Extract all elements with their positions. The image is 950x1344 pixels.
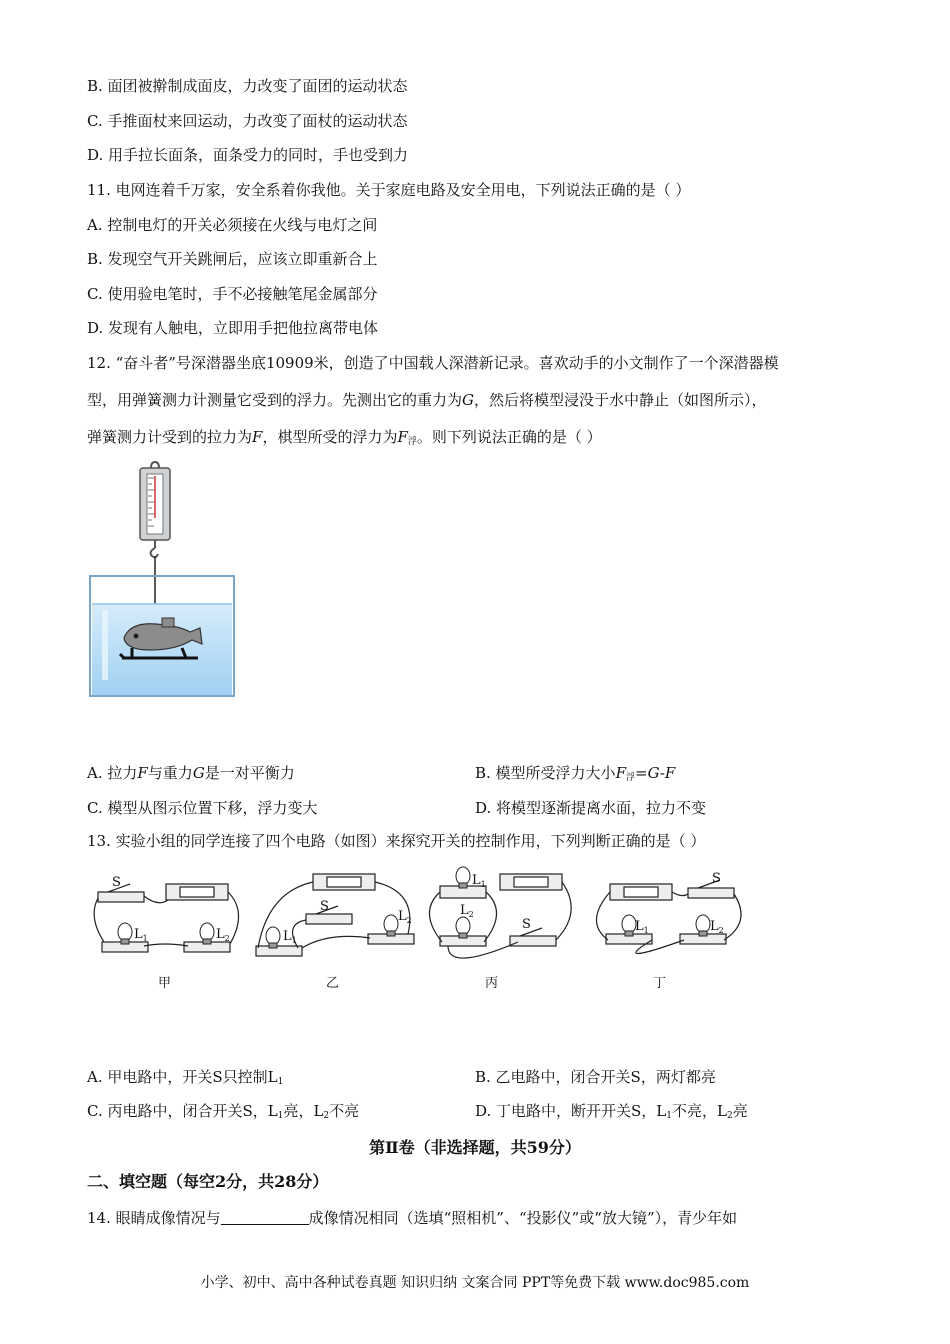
answer-blank[interactable] xyxy=(221,1210,309,1225)
q13-option-d: D. 丁电路中，断开开关S，$L_1$不亮，$L_2$亮 xyxy=(475,1102,748,1121)
q12-stem-line1: 12. “奋斗者”号深潜器坐底10909米，创造了中国载人深潜新记录。喜欢动手的小文制作了一个深潜器模 xyxy=(87,354,779,372)
circuit-yi-label-s: S xyxy=(320,899,329,914)
circuit-yi-label-l2: $L_2$ xyxy=(398,909,412,925)
q11-option-d: D. 发现有人触电，立即用手把他拉离带电体 xyxy=(87,319,379,337)
circuit-bing-label-l2: $L_2$ xyxy=(460,903,474,919)
circuit-ding-label-s: S xyxy=(712,871,721,886)
q12-option-c: C. 模型从图示位置下移，浮力变大 xyxy=(87,799,318,817)
q10-option-d: D. 用手拉长面条，面条受力的同时，手也受到力 xyxy=(87,146,409,164)
q13-option-a: A. 甲电路中，开关S只控制$L_1$ xyxy=(87,1068,284,1087)
q13-option-b: B. 乙电路中，闭合开关S，两灯都亮 xyxy=(475,1068,716,1086)
q12-option-a: A. 拉力F与重力G是一对平衡力 xyxy=(87,764,295,782)
section-heading: 二、填空题（每空2分，共28分） xyxy=(87,1172,329,1191)
page-footer: 小学、初中、高中各种试卷真题 知识归纳 文案合同 PPT等免费下载 www.doc985.com xyxy=(200,1275,750,1291)
spring-scale-figure xyxy=(88,460,238,700)
circuit-bing-label-l1: $L_1$ xyxy=(472,873,486,889)
circuit-diagrams xyxy=(88,862,748,972)
caption-bing: 丙 xyxy=(485,976,499,991)
q11-stem: 11. 电网连着千万家，安全系着你我他。关于家庭电路及安全用电，下列说法正确的是（ ） xyxy=(87,181,691,199)
q11-option-c: C. 使用验电笔时，手不必接触笔尾金属部分 xyxy=(87,285,378,303)
q13-option-c: C. 丙电路中，闭合开关S，$L_1$亮，$L_2$不亮 xyxy=(87,1102,360,1121)
q12-stem-line3: 弹簧测力计受到的拉力为F，棋型所受的浮力为$F_浮$。则下列说法正确的是（ ） xyxy=(87,428,602,447)
q10-option-c: C. 手推面杖来回运动，力改变了面杖的运动状态 xyxy=(87,112,408,130)
circuit-ding-label-l2: $L_2$ xyxy=(710,919,724,935)
circuit-jia-label-s: S xyxy=(112,875,121,890)
q10-option-b: B. 面团被擀制成面皮，力改变了面团的运动状态 xyxy=(87,77,408,95)
circuit-yi-label-l1: $L_1$ xyxy=(283,929,297,945)
q12-option-d: D. 将模型逐渐提离水面，拉力不变 xyxy=(475,799,707,817)
circuit-bing-label-s: S xyxy=(522,917,531,932)
circuit-jia-label-l2: $L_2$ xyxy=(216,927,230,943)
q11-option-a: A. 控制电灯的开关必须接在火线与电灯之间 xyxy=(87,216,378,234)
circuit-ding-label-l1: $L_1$ xyxy=(635,919,649,935)
caption-jia: 甲 xyxy=(158,976,172,991)
caption-yi: 乙 xyxy=(326,976,340,991)
q11-option-b: B. 发现空气开关跳闸后，应该立即重新合上 xyxy=(87,250,378,268)
section-title: 第Ⅱ卷（非选择题，共59分） xyxy=(369,1138,581,1157)
q12-stem-line2: 型，用弹簧测力计测量它受到的浮力。先测出它的重力为G，然后将模型浸没于水中静止（如图所示）， xyxy=(87,391,767,409)
circuit-jia-label-l1: $L_1$ xyxy=(134,927,148,943)
q12-option-b: B. 模型所受浮力大小$F_浮=G-F$ xyxy=(475,764,676,783)
q14-stem: 14. 眼睛成像情况与 成像情况相同（选填“照相机”、“投影仪”或“放大镜”），青少年如 xyxy=(87,1209,738,1227)
caption-ding: 丁 xyxy=(653,976,667,991)
q13-stem: 13. 实验小组的同学连接了四个电路（如图）来探究开关的控制作用，下列判断正确的是（ ） xyxy=(87,832,706,850)
